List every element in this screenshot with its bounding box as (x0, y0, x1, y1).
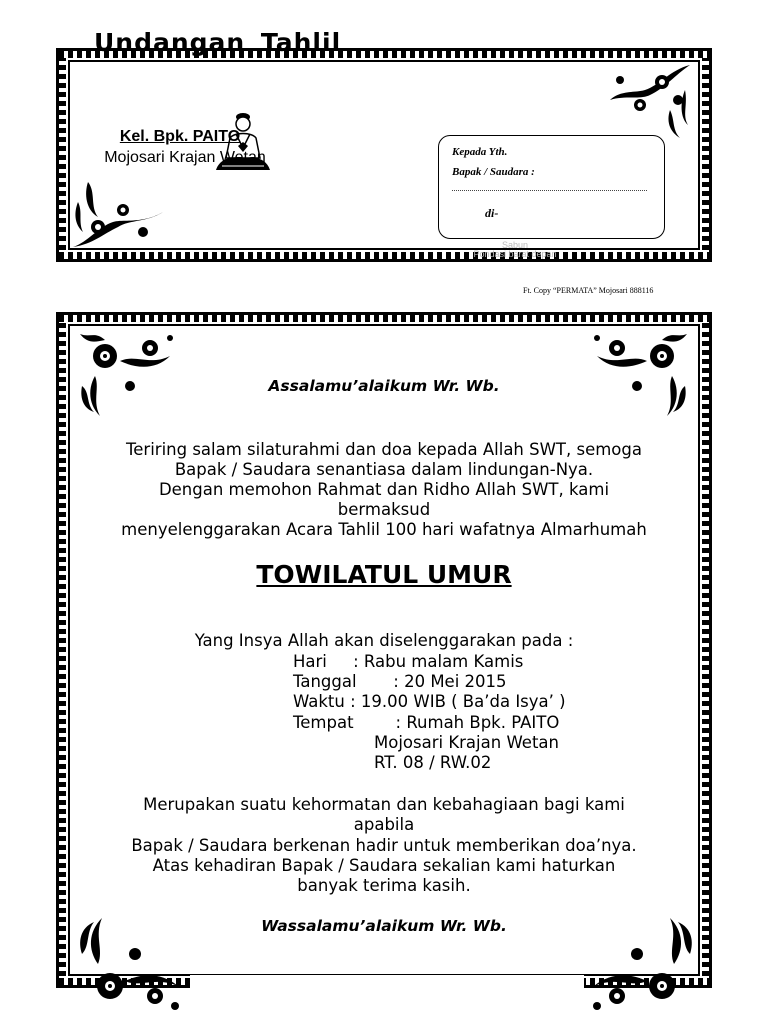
closing-line-2: apabila (353, 815, 415, 834)
opening-greeting: Assalamu’alaikum Wr. Wb. (268, 377, 500, 395)
intro-line-1: Teriring salam silaturahmi dan doa kepada Allah SWT, semoga (126, 440, 642, 459)
closing-line-3: Bapak / Saudara berkenan hadir untuk memberikan doa’nya. (131, 836, 637, 855)
faded-show-through-text (440, 241, 590, 259)
recipient-address-box (438, 135, 665, 239)
detail-place: Tempat : Rumah Bpk. PAITO (293, 713, 560, 732)
floral-ornament-top-right-main (582, 326, 697, 422)
detail-date: Tanggal : 20 Mei 2015 (293, 672, 507, 691)
closing-greeting: Wassalamu’alaikum Wr. Wb. (261, 917, 507, 935)
detail-day: Hari : Rabu malam Kamis (293, 652, 524, 671)
detail-time: Waktu : 19.00 WIB ( Ba’da Isya’ ) (293, 692, 566, 711)
faded-line-2: Pondasi barat depan (473, 249, 557, 259)
faded-line-1: Sabun (501, 240, 529, 250)
floral-ornament-top-left (70, 326, 185, 422)
closing-line-4: Atas kehadiran Bapak / Saudara sekalian kami haturkan (152, 856, 616, 875)
detail-address-line-2: RT. 08 / RW.02 (374, 753, 492, 772)
card-title: Undangan Tahlil (94, 28, 342, 57)
deceased-name: TOWILATUL UMUR (256, 560, 512, 589)
print-credit: Ft. Copy “PERMATA” Mojosari 888116 (523, 286, 654, 295)
intro-line-3: Dengan memohon Rahmat dan Ridho Allah SWT, kami (158, 480, 610, 499)
intro-line-4: bermaksud (337, 500, 431, 519)
detail-address-line-1: Mojosari Krajan Wetan (374, 733, 559, 752)
schedule-intro: Yang Insya Allah akan diselenggarakan pada : (194, 631, 574, 650)
host-address: Mojosari Krajan Wetan (104, 149, 266, 166)
closing-line-5: banyak terima kasih. (297, 876, 471, 895)
intro-line-2: Bapak / Saudara senantiasa dalam lindungan-Nya. (174, 460, 594, 479)
recipient-title: Bapak / Saudara : (452, 166, 535, 178)
recipient-location: di- (485, 206, 499, 220)
host-name: Kel. Bpk. PAITO (119, 128, 241, 145)
page-continuation-strip (190, 975, 584, 1024)
intro-line-5: menyelenggarakan Acara Tahlil 100 hari wafatnya Almarhumah (121, 520, 647, 539)
recipient-name-field[interactable] (452, 183, 647, 191)
closing-line-1: Merupakan suatu kehormatan dan kebahagiaan bagi kami (143, 795, 625, 814)
floral-ornament-bottom-left (68, 172, 168, 250)
floral-ornament-top-right (600, 60, 695, 140)
recipient-salutation: Kepada Yth. (452, 146, 508, 158)
